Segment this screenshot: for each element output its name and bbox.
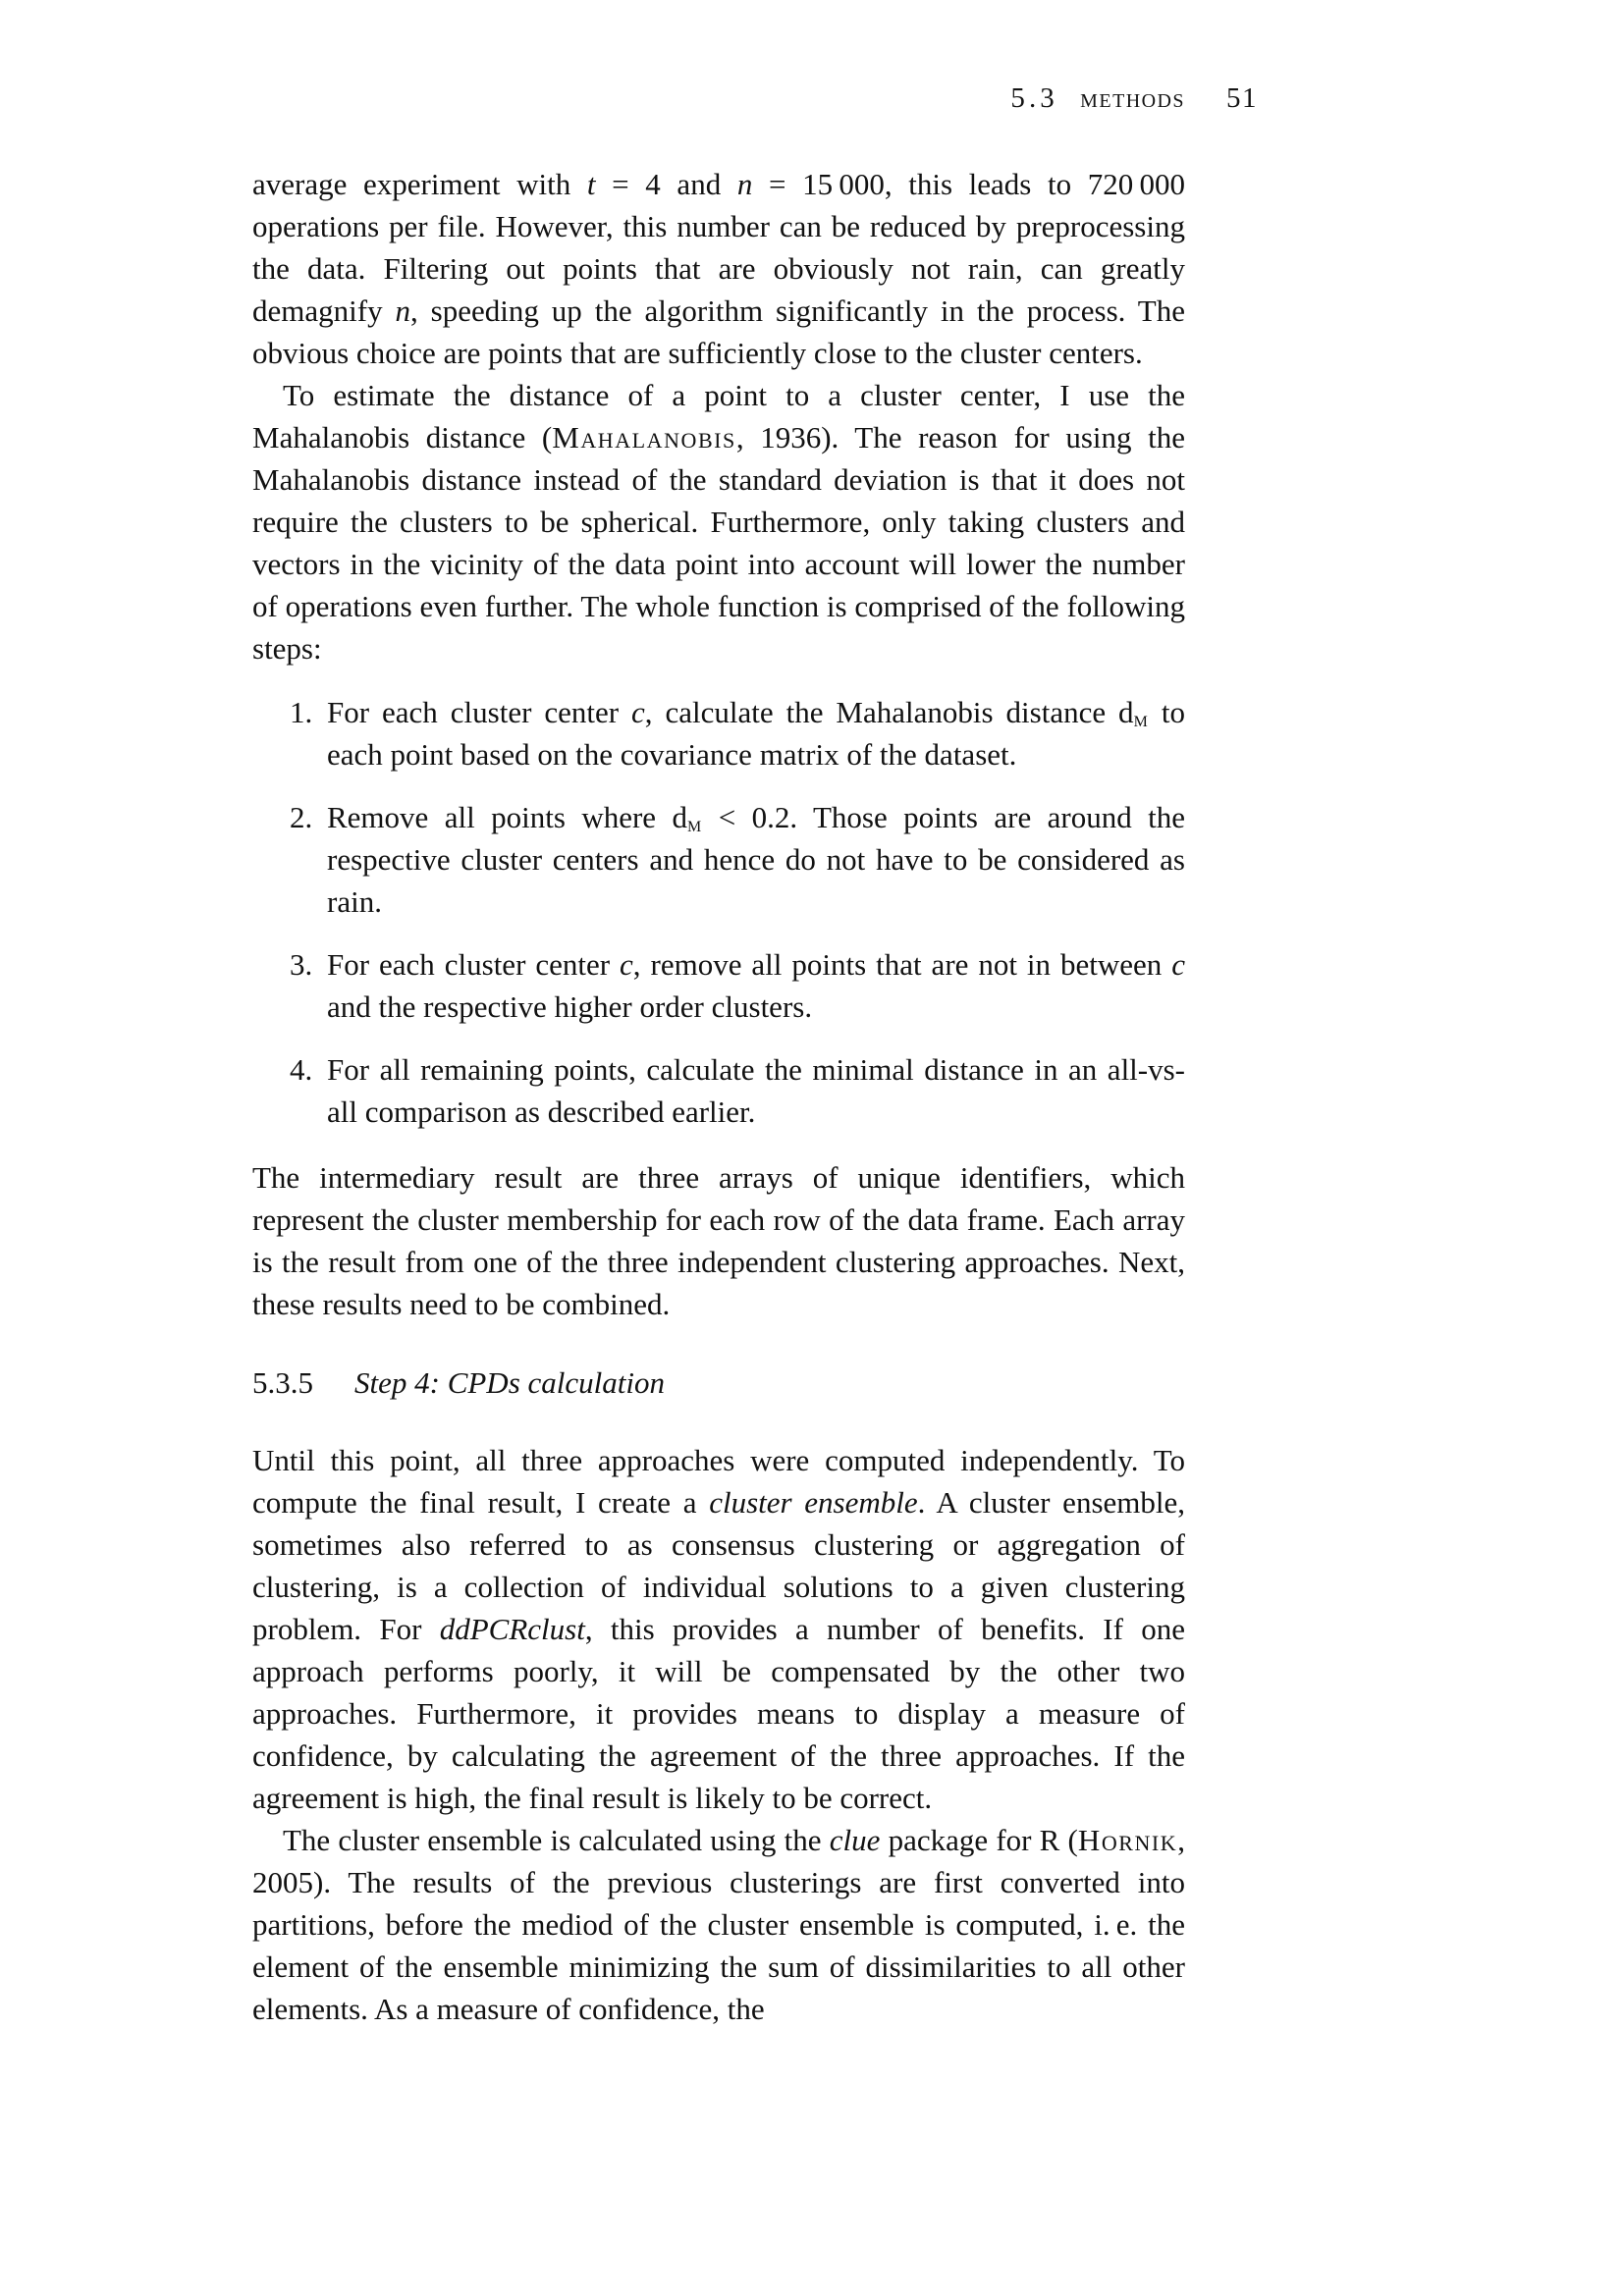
paragraph-preprocessing: average experiment with t = 4 and n = 15 000, this leads to 720 000 operations per file. However, this number can be reduced by preprocessing the data. Filtering out points that are obviously not rain, can greatly demagnify n, speeding up the algorithm significantly in the process. The obvious choice are points that are sufficiently close to the cluster centers. bbox=[252, 167, 1185, 370]
subsection-number: 5.3.5 bbox=[252, 1365, 313, 1400]
paragraph-intermediary-result: The intermediary result are three arrays of unique identifiers, which represent the cluster membership for each row of the data frame. Each array is the result from one of the three independent clustering approaches. Next, these results need to be combined. bbox=[252, 1160, 1185, 1321]
list-item-text: For each cluster center c, remove all points that are not in between c and the respective higher order clusters. bbox=[327, 947, 1186, 1024]
running-header-section: 5.3 methods bbox=[1010, 82, 1185, 114]
paragraph-cluster-ensemble: Until this point, all three approaches were computed independently. To compute the final result, I create a cluster ensemble. A cluster ensemble, sometimes also referred to as consensus clustering or aggregation of clustering, is a collection of individual solutions to a given clustering problem. For ddPCRclust, this provides a number of benefits. If one approach performs poorly, it will be compensated by the other two approaches. Furthermore, it provides means to display a measure of confidence, by calculating the agreement of the three approaches. If the agreement is high, the final result is likely to be correct. bbox=[252, 1443, 1186, 1815]
paragraph-mahalanobis: To estimate the distance of a point to a cluster center, I use the Mahalanobis distance (Mahalanobis, 1936). The reason for using the Mahalanobis distance instead of the standard deviation is that it does not require the clusters to be spherical. Furthermore, only taking clusters and vectors in the vicinity of the data point into account will lower the number of operations even further. The whole function is comprised of the following steps: bbox=[252, 378, 1185, 666]
page-header bbox=[252, 82, 1258, 122]
subsection-title: Step 4: CPDs calculation bbox=[354, 1365, 665, 1400]
list-item-text: Remove all points where dm < 0.2. Those points are around the respective cluster centers and hence do not have to be considered as rain. bbox=[327, 800, 1185, 919]
page-body bbox=[252, 163, 1185, 2030]
steps-list-item bbox=[252, 796, 1185, 923]
steps-list-item bbox=[252, 691, 1185, 775]
page-number: 51 bbox=[1226, 82, 1258, 114]
list-item-number: 2. bbox=[290, 800, 313, 834]
steps-list bbox=[252, 691, 1185, 1133]
paragraph-clue-package: The cluster ensemble is calculated using the clue package for R (Hornik, 2005). The results of the previous clusterings are first converted into partitions, before the mediod of the cluster ensemble is computed, i. e. the element of the ensemble minimizing the sum of dissimilarities to all other elements. As a measure of confidence, the bbox=[252, 1823, 1185, 2026]
list-item-number: 4. bbox=[290, 1052, 313, 1087]
list-item-number: 1. bbox=[290, 695, 313, 729]
list-item-text: For each cluster center c, calculate the Mahalanobis distance dm to each point based on the covariance matrix of the dataset. bbox=[327, 695, 1185, 772]
list-item-text: For all remaining points, calculate the minimal distance in an all-vs-all comparison as described earlier. bbox=[327, 1052, 1185, 1129]
steps-list-item bbox=[252, 943, 1185, 1028]
subsection-heading bbox=[252, 1362, 1185, 1404]
steps-list-item bbox=[252, 1048, 1185, 1133]
list-item-number: 3. bbox=[290, 947, 313, 982]
